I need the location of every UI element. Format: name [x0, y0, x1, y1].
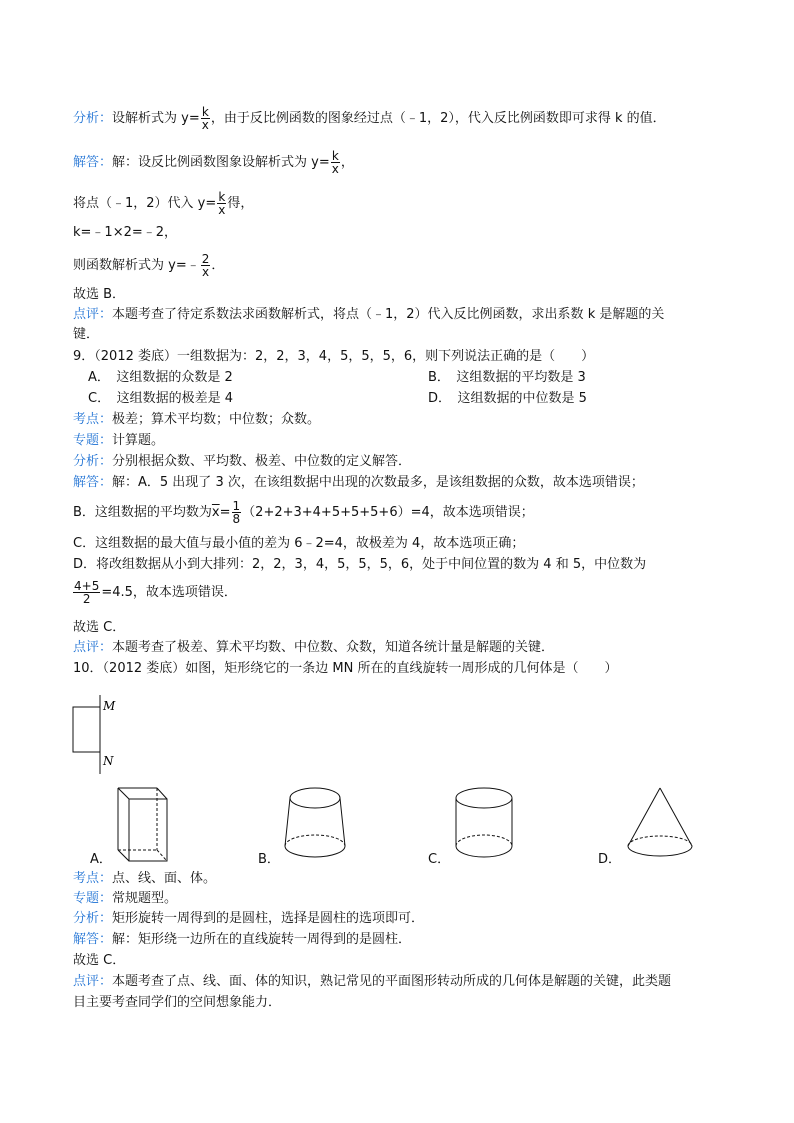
answer-label: 解答：	[73, 475, 113, 490]
zhuanti-label: 专题：	[73, 891, 113, 906]
q10-option-c-label: C．	[428, 852, 451, 867]
q10-comment-cont: 目主要考查同学们的空间想象能力．	[73, 995, 282, 1010]
q9-choice: 故选 C．	[73, 620, 126, 635]
fraction-k-over-x: $\frac{k}{x}$	[201, 105, 209, 132]
analysis-label: 分析：	[73, 111, 113, 126]
q8-function: 则函数解析式为 y=﹣ $\frac{2}{x}$ ．	[73, 252, 225, 279]
fraction-median: $\frac{4+5}{2}$	[74, 579, 100, 606]
frustum-figure	[280, 785, 350, 865]
cuboid-figure	[112, 785, 172, 865]
q9-stem: 9．（2012 娄底）一组数据为：2，2，3，4，5，5，5，6，则下列说法正确的是（ ）	[73, 349, 595, 364]
zhuanti-label: 专题：	[73, 433, 113, 448]
q8-choice: 故选 B．	[73, 287, 126, 302]
fraction-k-over-x: $\frac{k}{x}$	[218, 190, 226, 217]
q10-analysis: 分析：矩形旋转一周得到的是圆柱，选择是圆柱的选项即可．	[73, 911, 425, 926]
x-bar: $\overline{x}$	[211, 505, 220, 520]
q10-option-b-label: B．	[258, 852, 280, 867]
q8-comment-cont: 键．	[73, 327, 100, 342]
analysis-label: 分析：	[73, 911, 113, 926]
q9-option-d: D． 这组数据的中位数是 5	[428, 391, 587, 406]
answer-label: 解答：	[73, 155, 113, 170]
q8-comment: 点评：本题考查了待定系数法求函数解析式，将点（﹣1，2）代入反比例函数，求出系数 k 是解题的关	[73, 307, 665, 322]
q9-median: $\frac{4+5}{2}$ =4.5，故本选项错误．	[74, 579, 237, 606]
q9-line-d: D．将改组数据从小到大排列：2，2，3，4，5，5，5，6，处于中间位置的数为 4 和 5，中位数为	[73, 557, 647, 572]
comment-label: 点评：	[73, 307, 113, 322]
q8-k-value: k=﹣1×2=﹣2，	[73, 225, 178, 240]
q9-zhuanti: 专题：计算题。	[73, 433, 165, 448]
q9-kaodian: 考点：极差；算术平均数；中位数；众数。	[73, 412, 321, 427]
fraction-2-over-x: $\frac{2}{x}$	[201, 252, 210, 279]
q9-option-b: B． 这组数据的平均数是 3	[428, 370, 586, 385]
answer-label: 解答：	[73, 932, 113, 947]
q10-choice: 故选 C．	[73, 953, 126, 968]
kaodian-label: 考点：	[73, 871, 113, 886]
q10-stem: 10．（2012 娄底）如图，矩形绕它的一条边 MN 所在的直线旋转一周形成的几何体是（ ）	[73, 661, 618, 676]
label-m: M	[103, 699, 116, 713]
q9-option-a: A． 这组数据的众数是 2	[88, 370, 233, 385]
q10-zhuanti: 专题：常规题型。	[73, 891, 178, 906]
q10-kaodian: 考点：点、线、面、体。	[73, 871, 217, 886]
comment-label: 点评：	[73, 974, 113, 989]
q8-answer: 解答：解：设反比例函数图象设解析式为 y= $\frac{k}{x}$ ，	[73, 149, 354, 176]
comment-label: 点评：	[73, 640, 113, 655]
q10-option-d-label: D．	[598, 852, 622, 867]
q10-comment: 点评：本题考查了点、线、面、体的知识，熟记常见的平面图形转动所成的几何体是解题的关键，此类题	[73, 974, 672, 989]
q9-analysis: 分析：分别根据众数、平均数、极差、中位数的定义解答．	[73, 454, 412, 469]
fraction-k-over-x: $\frac{k}{x}$	[331, 149, 339, 176]
q10-answer: 解答：解：矩形绕一边所在的直线旋转一周得到的是圆柱．	[73, 932, 412, 947]
label-n: N	[103, 754, 114, 768]
q9-comment: 点评：本题考查了极差、算术平均数、中位数、众数，知道各统计量是解题的关键．	[73, 640, 555, 655]
q10-option-a-label: A．	[90, 852, 112, 867]
q9-answer: 解答：解：A．5 出现了 3 次，在该组数据中出现的次数最多，是该组数据的众数，故本选项错误；	[73, 475, 644, 490]
cone-figure	[622, 785, 702, 865]
fraction-one-eighth: $\frac{1}{8}$	[232, 499, 241, 526]
rectangle-figure	[70, 690, 130, 780]
kaodian-label: 考点：	[73, 412, 113, 427]
q9-line-c: C．这组数据的最大值与最小值的差为 6﹣2=4，故极差为 4，故本选项正确；	[73, 536, 525, 551]
cylinder-figure	[451, 785, 521, 865]
q9-line-b: B．这组数据的平均数为$\overline{x}=$ $\frac{1}{8}$ （2+2+3+4+5+5+5+6）=4，故本选项错误；	[73, 499, 534, 526]
analysis-label: 分析：	[73, 454, 113, 469]
q9-option-c: C． 这组数据的极差是 4	[88, 391, 233, 406]
q8-substitute: 将点（﹣1，2）代入 y= $\frac{k}{x}$ 得，	[73, 190, 254, 217]
q8-analysis: 分析：设解析式为 y= $\frac{k}{x}$ ，由于反比例函数的图象经过点（﹣1，2），代入反比例函数即可求得 k 的值．	[73, 105, 666, 132]
